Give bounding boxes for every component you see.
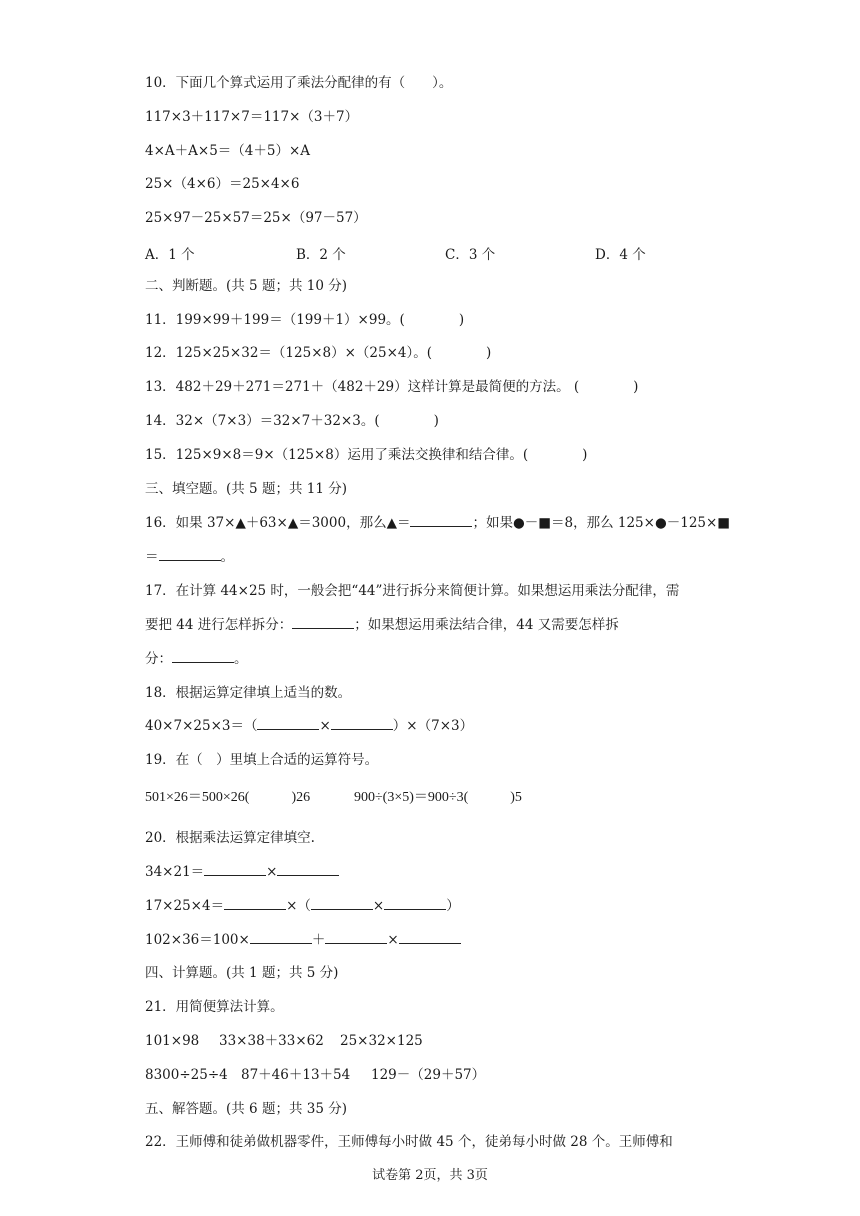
q20-line-3 [145, 931, 461, 949]
q21-expr-2: 33×38＋33×62 [219, 1033, 324, 1049]
option-a[interactable]: A．1 个 [145, 247, 195, 263]
q21-expr-4: 8300÷25÷4 [145, 1067, 228, 1083]
q18-text-b: × [319, 718, 331, 734]
q20-text: 17×25×4＝ [145, 898, 225, 914]
q17-text-2: 要把 44 进行怎样拆分： [145, 617, 293, 633]
answer-blank[interactable] [257, 717, 319, 730]
question-11: 11．199×99＋199＝（199＋1）×99。( ) [145, 312, 465, 328]
q20-text: × [372, 898, 385, 914]
answer-blank[interactable] [250, 931, 312, 944]
q20-line-2 [145, 897, 460, 915]
question-22: 22．王师傅和徒弟做机器零件，王师傅每小时做 45 个，徒弟每小时做 28 个。王师傅和 [145, 1134, 673, 1150]
answer-blank[interactable] [331, 717, 393, 730]
option-b[interactable]: B．2 个 [296, 247, 346, 263]
q10-expression-3: 25×（4×6）＝25×4×6 [145, 176, 300, 192]
q21-expr-5: 87＋46＋13＋54 [241, 1067, 351, 1083]
q16-text-4: 。 [220, 549, 234, 565]
q21-expr-3: 25×32×125 [340, 1033, 423, 1049]
question-12: 12．125×25×32＝（125×8）×（25×4）。( ) [145, 345, 492, 361]
question-21-stem: 21．用简便算法计算。 [145, 999, 284, 1015]
answer-blank[interactable] [384, 897, 446, 910]
question-16-line-2 [145, 548, 234, 566]
question-17-line-1: 17．在计算 44×25 时，一般会把“44”进行拆分来简便计算。如果想运用乘法分配律，需 [145, 583, 680, 599]
q16-text-2: ；如果●－■＝8，那么 125×●－125×■ [472, 515, 731, 531]
question-18-stem: 18．根据运算定律填上适当的数。 [145, 685, 352, 701]
q20-text: ×（ [286, 898, 311, 914]
q10-expression-1: 117×3＋117×7＝117×（3＋7） [145, 109, 359, 125]
q21-expr-1: 101×98 [145, 1033, 200, 1049]
answer-blank[interactable] [159, 548, 221, 561]
option-d[interactable]: D．4 个 [595, 247, 646, 263]
q20-line-1 [145, 863, 339, 881]
answer-blank[interactable] [410, 514, 472, 527]
section-2-heading: 二、判断题。(共 5 题；共 10 分) [145, 278, 347, 294]
q20-text: ＋ [311, 932, 326, 948]
page-footer: 试卷第 2页，共 3页 [372, 1168, 488, 1183]
question-19-stem: 19．在（ ）里填上合适的运算符号。 [145, 752, 379, 768]
answer-blank[interactable] [292, 616, 354, 629]
answer-blank[interactable] [325, 931, 387, 944]
section-5-heading: 五、解答题。(共 6 题；共 35 分) [145, 1101, 347, 1117]
q20-text: × [387, 932, 399, 948]
q20-text: ） [446, 898, 460, 914]
question-13: 13．482＋29＋271＝271＋（482＋29）这样计算是最简便的方法。 ( ) [145, 379, 639, 395]
answer-blank[interactable] [277, 863, 339, 876]
q19-equation-2: 900÷(3×5)＝900÷3( )5 [354, 790, 522, 805]
answer-blank[interactable] [399, 931, 461, 944]
answer-blank[interactable] [224, 897, 286, 910]
q19-equation-1: 501×26＝500×26( )26 [145, 790, 311, 805]
question-14: 14．32×（7×3）＝32×7＋32×3。( ) [145, 413, 439, 429]
q17-text-4: 分： [145, 651, 172, 667]
q16-text-1: 16．如果 37×▲＋63×▲＝3000，那么▲＝ [145, 515, 411, 531]
question-17-line-2 [145, 616, 619, 634]
q21-expr-6: 129－（29＋57） [371, 1067, 486, 1083]
section-3-heading: 三、填空题。(共 5 题；共 11 分) [145, 481, 347, 497]
q18-text-a: 40×7×25×3＝（ [145, 718, 258, 734]
question-15: 15．125×9×8＝9×（125×8）运用了乘法交换律和结合律。( ) [145, 447, 588, 463]
answer-blank[interactable] [204, 863, 266, 876]
q10-expression-4: 25×97－25×57＝25×（97－57） [145, 210, 367, 226]
answer-blank[interactable] [172, 650, 234, 663]
q20-text: × [266, 864, 278, 880]
q20-text: 34×21＝ [145, 864, 205, 880]
q16-text-3: ＝ [145, 549, 159, 565]
question-20-stem: 20．根据乘法运算定律填空. [145, 830, 315, 846]
question-10-stem: 10．下面几个算式运用了乘法分配律的有（ ）。 [145, 75, 453, 91]
q17-text-3: ；如果想运用乘法结合律，44 又需要怎样拆 [354, 617, 619, 633]
q17-text-5: 。 [234, 651, 248, 667]
q10-options [145, 243, 705, 261]
question-18-expression [145, 717, 473, 735]
q20-text: 102×36＝100× [145, 932, 250, 948]
q10-expression-2: 4×A＋A×5＝（4＋5）×A [145, 143, 311, 159]
option-c[interactable]: C．3 个 [445, 247, 496, 263]
question-17-line-3 [145, 650, 248, 668]
answer-blank[interactable] [311, 897, 373, 910]
section-4-heading: 四、计算题。(共 1 题；共 5 分) [145, 965, 339, 981]
q18-text-c: ）×（7×3） [392, 718, 474, 734]
question-16-line-1 [145, 514, 730, 532]
